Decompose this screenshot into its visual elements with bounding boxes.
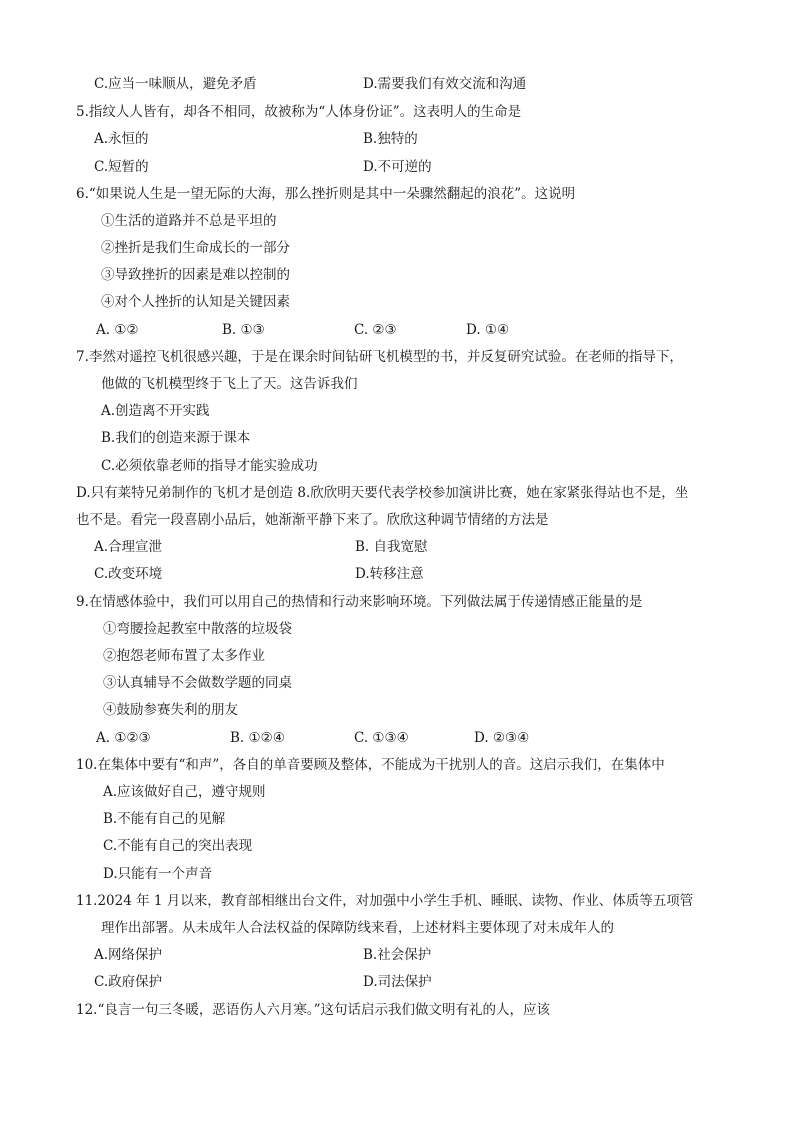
q8-option-d: D.转移注意 bbox=[355, 566, 424, 582]
q9-option-d: D. ②③④ bbox=[474, 730, 530, 746]
q9-option-a: A. ①②③ bbox=[96, 730, 151, 746]
q11-option-b: B.社会保护 bbox=[363, 947, 432, 963]
q10-stem: 10.在集体中要有“和声”，各自的单音要顾及整体，不能成为干扰别人的音。这启示我们，在集体中 bbox=[76, 757, 665, 773]
q10-option-c: C.不能有自己的突出表现 bbox=[103, 838, 253, 854]
q6-option-d: D. ①④ bbox=[466, 322, 510, 338]
q7-stem-line1: 7.李然对遥控飞机很感兴趣，于是在课余时间钻研飞机模型的书，并反复研究试验。在老师的指导下， bbox=[76, 349, 683, 365]
q9-item-3: ③认真辅导不会做数学题的同桌 bbox=[103, 675, 292, 691]
q12-stem: 12.“良言一句三冬暖，恶语伤人六月寒。”这句话启示我们做文明有礼的人，应该 bbox=[76, 1002, 551, 1018]
q9-option-c: C. ①③④ bbox=[354, 730, 409, 746]
q7-option-a: A.创造离不开实践 bbox=[101, 403, 210, 419]
q8-option-c: C.改变环境 bbox=[94, 566, 163, 582]
q4-option-c: C.应当一味顺从，避免矛盾 bbox=[94, 76, 257, 92]
q7-option-b: B.我们的创造来源于课本 bbox=[101, 430, 251, 446]
q7-stem-line2: 他做的飞机模型终于飞上了天。这告诉我们 bbox=[101, 376, 358, 392]
q9-item-2: ②抱怨老师布置了太多作业 bbox=[103, 648, 265, 664]
q6-item-4: ④对个人挫折的认知是关键因素 bbox=[101, 294, 290, 310]
q11-stem-line1: 11.2024 年 1 月以来，教育部相继出台文件，对加强中小学生手机、睡眠、读物、作业、体质等五项管 bbox=[76, 893, 694, 909]
q8-stem-line2: 也不是。看完一段喜剧小品后，她渐渐平静下来了。欣欣这种调节情绪的方法是 bbox=[76, 512, 549, 528]
q11-option-a: A.网络保护 bbox=[94, 947, 163, 963]
q10-option-d: D.只能有一个声音 bbox=[103, 866, 213, 882]
q8-option-b: B. 自我宽慰 bbox=[355, 539, 428, 555]
q9-item-4: ④鼓励参赛失利的朋友 bbox=[103, 702, 238, 718]
q5-option-a: A.永恒的 bbox=[94, 131, 149, 147]
q8-option-a: A.合理宣泄 bbox=[94, 539, 163, 555]
q5-option-d: D.不可逆的 bbox=[363, 159, 432, 175]
q9-item-1: ①弯腰捡起教室中散落的垃圾袋 bbox=[103, 621, 292, 637]
q9-stem: 9.在情感体验中，我们可以用自己的热情和行动来影响环境。下列做法属于传递情感正能量的是 bbox=[76, 594, 643, 610]
q6-item-1: ①生活的道路并不总是平坦的 bbox=[101, 213, 277, 229]
q11-option-c: C.政府保护 bbox=[94, 974, 163, 990]
q4-option-d: D.需要我们有效交流和沟通 bbox=[363, 76, 527, 92]
q6-option-a: A. ①② bbox=[96, 322, 139, 338]
q11-option-d: D.司法保护 bbox=[363, 974, 432, 990]
q10-option-b: B.不能有自己的见解 bbox=[103, 811, 226, 827]
q7-option-d-q8-stem-line1: D.只有莱特兄弟制作的飞机才是创造 8.欣欣明天要代表学校参加演讲比赛，她在家紧张得站也不是，坐 bbox=[76, 485, 689, 501]
q5-option-c: C.短暂的 bbox=[94, 159, 149, 175]
q7-option-c: C.必须依靠老师的指导才能实验成功 bbox=[101, 458, 318, 474]
q6-option-b: B. ①③ bbox=[222, 322, 265, 338]
q5-option-b: B.独特的 bbox=[363, 131, 418, 147]
q6-item-3: ③导致挫折的因素是难以控制的 bbox=[101, 267, 290, 283]
q9-option-b: B. ①②④ bbox=[230, 730, 285, 746]
q10-option-a: A.应该做好自己，遵守规则 bbox=[103, 784, 266, 800]
q11-stem-line2: 理作出部署。从未成年人合法权益的保障防线来看，上述材料主要体现了对未成年人的 bbox=[101, 920, 614, 936]
q6-item-2: ②挫折是我们生命成长的一部分 bbox=[101, 240, 290, 256]
q6-stem: 6.“如果说人生是一望无际的大海，那么挫折则是其中一朵骤然翻起的浪花”。这说明 bbox=[76, 186, 576, 202]
q6-option-c: C. ②③ bbox=[354, 322, 397, 338]
q5-stem: 5.指纹人人皆有，却各不相同，故被称为“人体身份证”。这表明人的生命是 bbox=[76, 104, 522, 120]
